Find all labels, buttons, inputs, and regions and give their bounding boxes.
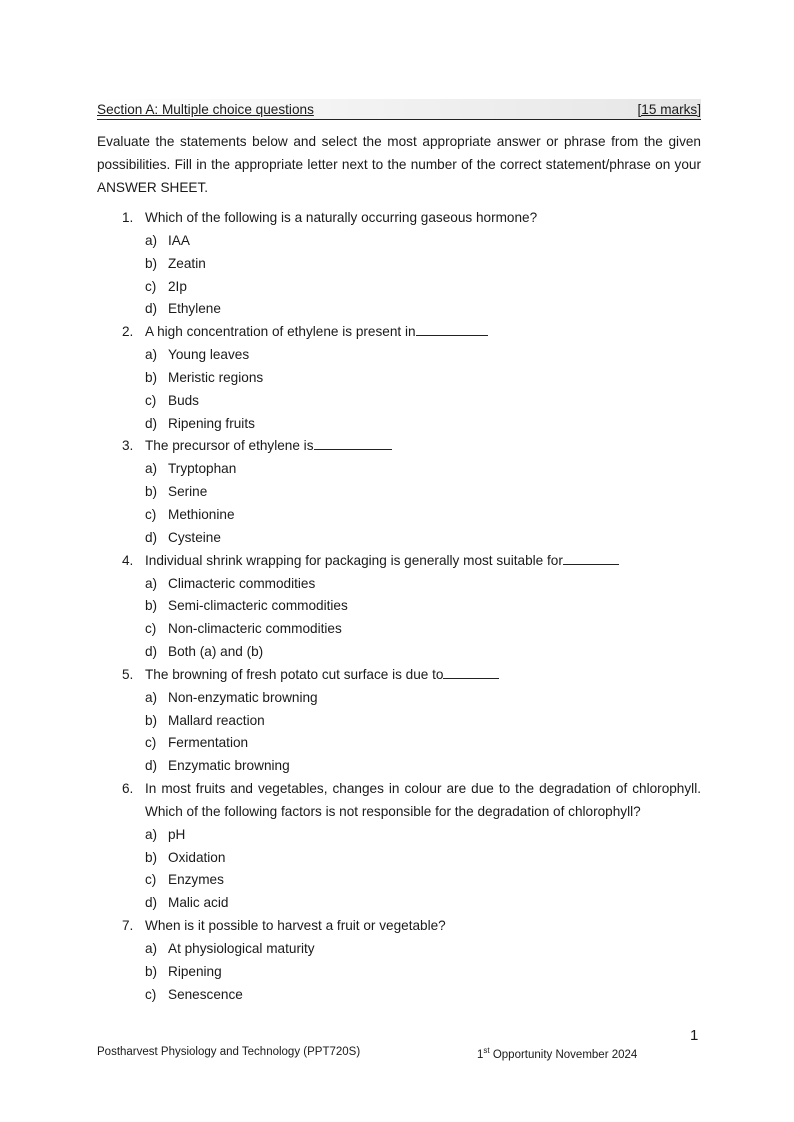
option-letter: d) [145, 529, 158, 545]
option-text: IAA [168, 232, 190, 248]
footer-ordinal-suffix: st [483, 1046, 490, 1055]
option [145, 938, 701, 961]
question-text: The precursor of ethylene is [145, 438, 314, 454]
instructions: Evaluate the statements below and select the most appropriate answer or phrase from the given possibilities. Fill in the appropriate letter next to the number of the correct statement/phrase on your ANSWER SHEET. [97, 134, 701, 195]
option-letter: b) [145, 712, 158, 728]
option-list [145, 824, 701, 915]
option [145, 824, 701, 847]
option-text: Mallard reaction [168, 712, 265, 728]
question-number: 4. [122, 552, 134, 568]
question [97, 915, 701, 1006]
section-title: Section A: Multiple choice questions [97, 102, 314, 117]
option-text: Ripening fruits [168, 415, 255, 431]
option [145, 298, 701, 321]
question-number: 7. [122, 918, 134, 934]
option [145, 641, 701, 664]
option-letter: b) [145, 255, 158, 271]
option-letter: a) [145, 575, 158, 591]
option-text: Enzymes [168, 872, 224, 888]
option-list [145, 938, 701, 1007]
option [145, 413, 701, 436]
option [145, 618, 701, 641]
question [97, 664, 701, 778]
option-letter: c) [145, 872, 157, 888]
option-letter: c) [145, 735, 157, 751]
question-text: Which of the following is a naturally occurring gaseous hormone? [145, 210, 538, 225]
option-letter: b) [145, 598, 158, 614]
option-text: Oxidation [168, 849, 226, 865]
option [145, 687, 701, 710]
option [145, 732, 701, 755]
option-text: Ethylene [168, 301, 221, 317]
question [97, 207, 701, 321]
option [145, 230, 701, 253]
option-letter: a) [145, 826, 158, 842]
option-list [145, 344, 701, 435]
option [145, 847, 701, 870]
option-list [145, 687, 701, 778]
question [97, 778, 701, 915]
option-text: Non-climacteric commodities [168, 621, 342, 637]
option-text: Meristic regions [168, 369, 264, 385]
option-text: Malic acid [168, 895, 229, 911]
option-letter: d) [145, 644, 158, 660]
option-letter: a) [145, 689, 158, 705]
question-text: Individual shrink wrapping for packaging is generally most suitable for [145, 552, 563, 568]
question-text: In most fruits and vegetables, changes in colour are due to the degradation of chlorophyll. Which of the following factors is not responsible for the degradation of chlorophyll? [145, 781, 701, 819]
option-text: Fermentation [168, 735, 249, 751]
question [97, 321, 701, 435]
option [145, 276, 701, 299]
option-text: Climacteric commodities [168, 575, 316, 591]
option-text: 2Ip [168, 278, 187, 294]
question-number: 2. [122, 324, 134, 340]
option-letter: b) [145, 369, 158, 385]
option [145, 755, 701, 778]
option-list [145, 573, 701, 664]
question [97, 435, 701, 549]
option-letter: b) [145, 963, 158, 979]
option-text: Senescence [168, 986, 243, 1002]
footer-opportunity [477, 1046, 637, 1061]
option-text: Ripening [168, 963, 222, 979]
option-letter: c) [145, 392, 157, 408]
option-letter: a) [145, 461, 158, 477]
option-text: At physiological maturity [168, 941, 315, 956]
option-text: Enzymatic browning [168, 758, 290, 774]
option-letter: d) [145, 301, 158, 317]
option-letter: d) [145, 895, 158, 911]
option [145, 595, 701, 618]
option-letter: a) [145, 347, 158, 363]
option-text: Semi-climacteric commodities [168, 598, 348, 614]
option-letter: d) [145, 758, 158, 774]
option-letter: a) [145, 941, 158, 956]
option [145, 481, 701, 504]
question-text: The browning of fresh potato cut surface is due to [145, 666, 444, 682]
option-text: Buds [168, 392, 199, 408]
section-header [97, 99, 701, 120]
option-text: Non-enzymatic browning [168, 689, 318, 705]
page-number: 1 [690, 1027, 699, 1044]
option-letter: d) [145, 415, 158, 431]
option-letter: c) [145, 506, 157, 522]
question-number: 1. [122, 210, 134, 225]
footer-ordinal: 1 [477, 1048, 484, 1061]
answer-blank [416, 323, 488, 336]
question-number: 5. [122, 666, 134, 682]
question-text: A high concentration of ethylene is present in [145, 324, 416, 340]
option [145, 984, 701, 1007]
section-marks: [15 marks] [637, 102, 701, 117]
question-number: 3. [122, 438, 134, 454]
question [97, 550, 701, 664]
option-text: Zeatin [168, 255, 206, 271]
option-letter: b) [145, 484, 158, 500]
option-text: Both (a) and (b) [168, 644, 264, 660]
option-letter: a) [145, 232, 158, 248]
option-text: Tryptophan [168, 461, 237, 477]
option [145, 504, 701, 527]
option [145, 344, 701, 367]
option-letter: c) [145, 278, 157, 294]
option-text: Methionine [168, 506, 235, 522]
option-text: pH [168, 826, 186, 842]
question-number: 6. [122, 781, 134, 797]
question-text: When is it possible to harvest a fruit or vegetable? [145, 918, 446, 934]
option-letter: c) [145, 986, 157, 1002]
option-list [145, 230, 701, 321]
answer-blank [563, 552, 619, 565]
option-text: Serine [168, 484, 208, 500]
option-letter: c) [145, 621, 157, 637]
option [145, 390, 701, 413]
answer-blank [443, 666, 499, 679]
option [145, 573, 701, 596]
option-text: Cysteine [168, 529, 221, 545]
option-text: Young leaves [168, 347, 250, 363]
option [145, 458, 701, 481]
answer-blank [314, 437, 392, 450]
option [145, 869, 701, 892]
option-letter: b) [145, 849, 158, 865]
option [145, 253, 701, 276]
option [145, 527, 701, 550]
footer-course: Postharvest Physiology and Technology (PPT720S) [97, 1046, 361, 1058]
option [145, 892, 701, 915]
option [145, 961, 701, 984]
option-list [145, 458, 701, 549]
footer-opportunity-text: Opportunity November 2024 [489, 1048, 638, 1061]
option [145, 710, 701, 733]
option [145, 367, 701, 390]
question-list [97, 207, 701, 1007]
